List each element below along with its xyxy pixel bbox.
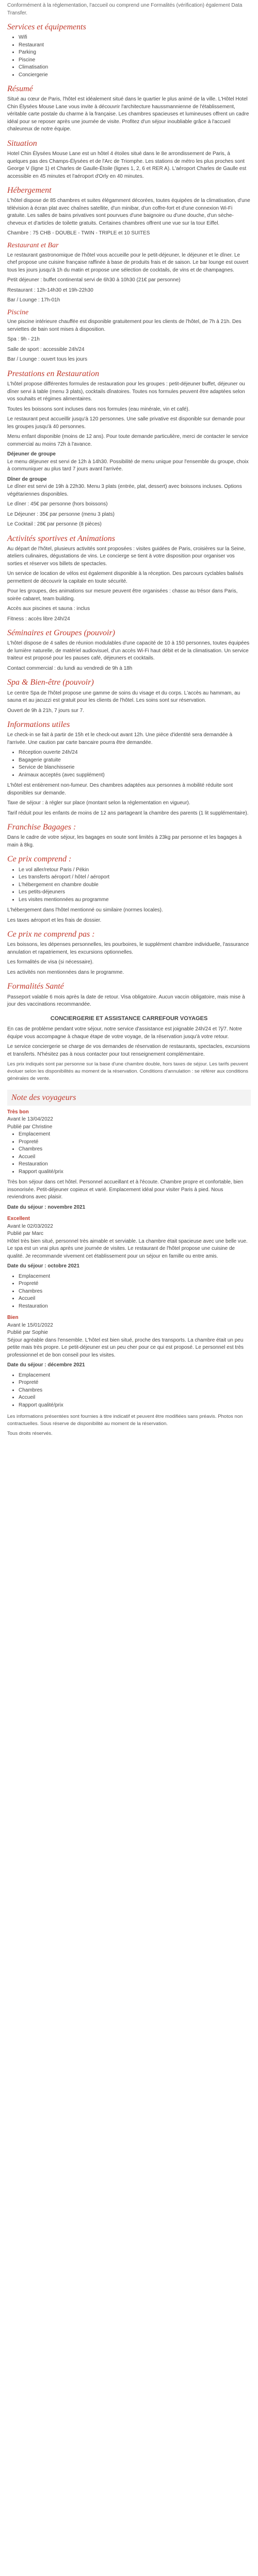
review-card <box>7 1215 251 1310</box>
services-item: • Climatisation <box>19 64 251 72</box>
review-card <box>7 1314 251 1409</box>
review-rating: Excellent <box>7 1216 30 1222</box>
activities-text: Pour les groupes, des animations sur mesure peuvent être organisées : chasse au trésor dans Paris, soirée cabaret, team building. <box>7 588 238 602</box>
prestations-text: Menu enfant disponible (moins de 12 ans). Pour toute demande particulière, merci de contacter le service commercial au moins 72h à l'avance. <box>7 434 248 447</box>
breakfast-text: Petit déjeuner : buffet continental servi de 6h30 à 10h30 (21€ par personne) <box>7 277 181 283</box>
services-item: • Conciergerie <box>19 72 251 79</box>
services-item: • Wifi <box>19 34 251 42</box>
spa-heading: Spa & Bien-être (pouvoir) <box>7 678 94 687</box>
info-list <box>7 749 251 779</box>
dinner-text: Le dîner est servi de 19h à 22h30. Menu 3 plats (entrée, plat, dessert) avec boissons incluses. Options végétariennes disponibles. <box>7 484 242 497</box>
prestations-text: Le restaurant peut accueillir jusqu'à 120 personnes. Une salle privative est disponible sur demande pour les groupes jusqu'à 40 personnes. <box>7 416 246 430</box>
includes-text: Les taxes aéroport et les frais de dossier. <box>7 917 102 923</box>
dinner-label: Dîner de groupe <box>7 476 47 482</box>
prestations-text: Toutes les boissons sont incluses dans nos formules (eau minérale, vin et café). <box>7 406 190 412</box>
info-item: • Service de blanchisserie <box>19 764 251 772</box>
pool-text: Une piscine intérieure chauffée est disponible gratuitement pour les clients de l'hôtel, de 7h à 21h. Des serviettes de bain sont mises à disposition. <box>7 319 241 332</box>
formalites-heading: Formalités Santé <box>7 982 64 991</box>
spa-hours: Spa : 9h - 21h <box>7 336 40 343</box>
price-line: Le Déjeuner : 35€ par personne (menu 3 plats) <box>7 511 115 517</box>
excludes-heading: Ce prix ne comprend pas : <box>7 930 95 939</box>
franchise-heading: Franchise Bagages : <box>7 823 76 832</box>
review-criterion: • Chambres <box>19 1146 251 1154</box>
gym-text: Salle de sport : accessible 24h/24 <box>7 346 85 352</box>
info-text: L'hôtel est entièrement non-fumeur. Des chambres adaptées aux personnes à mobilité réduite sont disponibles sur demande. <box>7 783 233 796</box>
activities-text: Un service de location de vélos est également disponible à la réception. Des parcours cyclables balisés permettent de découvrir la capitale en toute sécurité. <box>7 571 244 584</box>
includes-item: • Les petits-déjeuners <box>19 889 251 896</box>
info-heading: Informations utiles <box>7 720 70 730</box>
footer-text: Tous droits réservés. <box>7 1430 53 1436</box>
info-text: Taxe de séjour : à régler sur place (montant selon la réglementation en vigueur). <box>7 800 190 806</box>
review-criterion: • Propreté <box>19 1280 251 1288</box>
assistance-text: Le service conciergerie se charge de vos demandes de réservation de restaurants, spectacles, excursions et transferts. N'hésitez pas à nous contacter pour tout renseignement complémentaire. <box>7 1044 250 1057</box>
groups-text: L'hôtel dispose de 4 salles de réunion modulables d'une capacité de 10 à 150 personnes, toutes équipées de lumière naturelle, de matériel audiovisuel, d'un accès Wi-Fi haut débit et de la climatisation. Un service traiteur est proposé pour les pauses café, déjeuners et cocktails. <box>7 640 250 662</box>
includes-heading: Ce prix comprend : <box>7 855 72 864</box>
review-date: Avant le 15/01/2022 <box>7 1322 53 1328</box>
review-rating: Très bon <box>7 1109 29 1115</box>
prestations-heading: Prestations en Restauration <box>7 369 100 378</box>
rooms-text: Chambre : 75 CHB - DOUBLE - TWIN - TRIPLE et 10 SUITES <box>7 230 150 236</box>
includes-item: • Les visites mentionnées au programme <box>19 896 251 904</box>
review-stay-date: Date du séjour : novembre 2021 <box>7 1204 86 1210</box>
restauration-heading: Restaurant et Bar <box>7 241 59 249</box>
review-text: Très bon séjour dans cet hôtel. Personnel accueillant et à l'écoute. Chambre propre et confortable, bien insonorisée. Petit-déjeuner copieux et varié. Emplacement idéal pour visiter Paris à pied. Nous reviendrons avec plaisir. <box>7 1179 244 1200</box>
includes-item: • Le vol aller/retour Paris / Pékin <box>19 867 251 874</box>
info-item: • Animaux acceptés (avec supplément) <box>19 772 251 779</box>
review-criterion: • Emplacement <box>19 1273 251 1281</box>
includes-text: L'hébergement dans l'hôtel mentionné ou similaire (normes locales). <box>7 907 163 913</box>
bar-lounge-text: Bar / Lounge : ouvert tous les jours <box>7 357 88 363</box>
review-criteria <box>7 1273 251 1311</box>
review-author: Publié par Christine <box>7 1124 53 1130</box>
dinner-block <box>7 476 251 499</box>
review-rating: Bien <box>7 1315 19 1321</box>
review-date: Avant le 13/04/2022 <box>7 1116 53 1123</box>
review-criterion: • Rapport qualité/prix <box>19 1402 251 1410</box>
activities-text: Fitness : accès libre 24h/24 <box>7 616 70 622</box>
footer-text: Les informations présentées sont fournies à titre indicatif et peuvent être modifiées sans préavis. Photos non contractuelles. Sous réserve de disponibilité au moment de la réservation. <box>7 1414 243 1427</box>
includes-list <box>7 867 251 904</box>
excludes-text: Les activités non mentionnées dans le programme. <box>7 969 124 975</box>
review-criterion: • Propreté <box>19 1139 251 1146</box>
pool-heading: Piscine <box>7 308 29 316</box>
activities-heading: Activités sportives et Animations <box>7 534 116 543</box>
assistance-heading: CONCIERGERIE ET ASSISTANCE CARREFOUR VOYAGES <box>50 1015 208 1022</box>
resume-text: Situé au cœur de Paris, l'hôtel est idéalement situé dans le quartier le plus animé de la ville. L'Hôtel Hotel Chin Élysées Mouse Lane vous invite à découvrir l'architecture haussmannienne de l'établissement, véritable carte postale du charme à la française. Les chambres spacieuses et lumineuses offrent un cadre idéal pour se reposer après une journée de visite. Profitez d'un séjour inoubliable grâce à l'accueil chaleureux de notre équipe. <box>7 96 249 132</box>
lunch-text: Le menu déjeuner est servi de 12h à 14h30. Possibilité de menu unique pour l'ensemble du groupe, choix à communiquer au plus tard 7 jours avant l'arrivée. <box>7 459 249 472</box>
restaurant-hours: Restaurant : 12h-14h30 et 19h-22h30 <box>7 287 93 293</box>
includes-item: • Les transferts aéroport / hôtel / aéroport <box>19 874 251 882</box>
spa-text: Ouvert de 9h à 21h, 7 jours sur 7. <box>7 707 84 714</box>
review-criterion: • Chambres <box>19 1288 251 1296</box>
spa-text: Le centre Spa de l'hôtel propose une gamme de soins du visage et du corps. L'accès au hammam, au sauna et au jacuzzi est gratuit pour les clients de l'hôtel. Les soins sont sur réservation. <box>7 690 240 704</box>
info-item: • Bagagerie gratuite <box>19 757 251 765</box>
price-line: Le Cocktail : 28€ par personne (8 pièces) <box>7 521 102 528</box>
review-date: Avant le 02/03/2022 <box>7 1223 53 1229</box>
review-criterion: • Restauration <box>19 1161 251 1168</box>
intro-text: Conformément à la réglementation, l'accueil ou comprend une Formalités (vérification) également Data Transfer. <box>7 3 243 16</box>
review-text: Séjour agréable dans l'ensemble. L'hôtel est bien situé, proche des transports. La chambre était un peu petite mais très propre. Le petit-déjeuner est un peu cher pour ce qui est proposé. Le personnel est très professionnel et de bon conseil pour les visites. <box>7 1337 244 1358</box>
services-list <box>7 34 251 79</box>
includes-item: • L'hébergement en chambre double <box>19 882 251 889</box>
hebergement-heading: Hébergement <box>7 186 52 195</box>
review-criterion: • Emplacement <box>19 1131 251 1139</box>
prestations-text: L'hôtel propose différentes formules de restauration pour les groupes : petit-déjeuner buffet, déjeuner ou dîner servi à table (menu 3 plats), cocktails dînatoires. Toutes nos formules peuvent être adaptées selon vos souhaits et régimes alimentaires. <box>7 381 245 402</box>
review-criterion: • Chambres <box>19 1387 251 1395</box>
excludes-text: Les formalités de visa (si nécessaire). <box>7 959 94 965</box>
services-heading: Services et équipements <box>7 23 86 31</box>
review-card <box>7 1109 251 1212</box>
groups-text: Contact commercial : du lundi au vendredi de 9h à 18h <box>7 665 133 671</box>
activities-text: Au départ de l'hôtel, plusieurs activités sont proposées : visites guidées de Paris, croisières sur la Seine, ateliers culinaires, dégustations de vins. Le concierge se tient à votre disposition pour organiser vos sorties et réserver vos billets de spectacles. <box>7 546 246 567</box>
services-item: • Restaurant <box>19 42 251 49</box>
services-item: • Piscine <box>19 57 251 64</box>
info-text: Le check-in se fait à partir de 15h et le check-out avant 12h. Une pièce d'identité sera demandée à l'arrivée. Une caution par carte bancaire pourra être demandée. <box>7 732 233 745</box>
reviews-heading: Note des voyageurs <box>7 1090 251 1106</box>
franchise-text: Dans le cadre de votre séjour, les bagages en soute sont limités à 23kg par personne et les bagages à main à 8kg. <box>7 835 242 848</box>
situation-heading: Situation <box>7 139 37 148</box>
assistance-text: Les prix indiqués sont par personne sur la base d'une chambre double, hors taxes de séjour. Les tarifs peuvent évoluer selon les disponibilités au moment de la réservation. Conditions d'annulation : se référer aux conditions générales de vente. <box>7 1061 249 1081</box>
bar-hours: Bar / Lounge : 17h-01h <box>7 297 60 303</box>
price-line: Le dîner : 45€ par personne (hors boissons) <box>7 501 108 507</box>
review-stay-date: Date du séjour : octobre 2021 <box>7 1263 80 1269</box>
review-criterion: • Accueil <box>19 1154 251 1161</box>
activities-text: Accès aux piscines et sauna : inclus <box>7 606 90 612</box>
assistance-text: En cas de problème pendant votre séjour, notre service d'assistance est joignable 24h/24 et 7j/7. Notre équipe vous accompagne à chaque étape de votre voyage, de la réservation jusqu'à votre retour. <box>7 1026 242 1040</box>
review-criterion: • Restauration <box>19 1303 251 1311</box>
review-text: Hôtel très bien situé, personnel très aimable et serviable. La chambre était spacieuse avec une belle vue. Le spa est un vrai plus après une journée de visites. Le restaurant de l'hôtel propose une cuisine de qualité. Je recommande vivement cet établissement pour un séjour en famille ou entre amis. <box>7 1238 248 1259</box>
review-criterion: • Rapport qualité/prix <box>19 1168 251 1176</box>
formalites-text: Passeport valable 6 mois après la date de retour. Visa obligatoire. Aucun vaccin obligatoire, mais mise à jour des vaccinations recommandée. <box>7 994 245 1008</box>
situation-text: Hotel Chin Élysées Mouse Lane est un hôtel 4 étoiles situé dans le 8e arrondissement de Paris, à quelques pas des Champs-Élysées et de l'Arc de Triomphe. Les stations de métro les plus proches sont George V (ligne 1) et Charles de Gaulle-Étoile (lignes 1, 2, 6 et RER A). L'aéroport Charles de Gaulle est accessible en 45 minutes et l'aéroport d'Orly en 40 minutes. <box>7 151 247 179</box>
info-text: Tarif réduit pour les enfants de moins de 12 ans partageant la chambre des parents (1 lit supplémentaire). <box>7 810 249 816</box>
review-criteria <box>7 1131 251 1176</box>
review-criterion: • Emplacement <box>19 1372 251 1380</box>
review-stay-date: Date du séjour : décembre 2021 <box>7 1362 85 1368</box>
review-author: Publié par Sophie <box>7 1330 48 1336</box>
lunch-label: Déjeuner de groupe <box>7 451 56 457</box>
hebergement-text: L'hôtel dispose de 85 chambres et suites élégamment décorées, toutes équipées de la climatisation, d'une télévision à écran plat avec chaînes satellite, d'un minibar, d'un coffre-fort et d'une connexion Wi-Fi gratuite. Les salles de bains privatives sont pourvues d'une baignoire ou d'une douche, d'un sèche-cheveux et d'articles de toilette gratuits. Certaines chambres offrent une vue sur la tour Eiffel. <box>7 198 250 226</box>
services-item: • Parking <box>19 49 251 57</box>
review-criterion: • Accueil <box>19 1295 251 1303</box>
resume-heading: Résumé <box>7 84 33 94</box>
review-author: Publié par Marc <box>7 1231 44 1237</box>
review-criteria <box>7 1372 251 1410</box>
review-criterion: • Accueil <box>19 1394 251 1402</box>
groups-heading: Séminaires et Groupes (pouvoir) <box>7 629 115 638</box>
info-item: • Réception ouverte 24h/24 <box>19 749 251 757</box>
excludes-text: Les boissons, les dépenses personnelles, les pourboires, le supplément chambre individuelle, l'assurance annulation et rapatriement, les excursions optionnelles. <box>7 942 249 955</box>
lunch-block <box>7 451 251 473</box>
restauration-text: Le restaurant gastronomique de l'hôtel vous accueille pour le petit-déjeuner, le déjeuner et le dîner. Le chef propose une cuisine française raffinée à base de produits frais et de saison. Le bar lounge est ouvert tous les jours jusqu'à 1h du matin et propose une sélection de cocktails, de vins et de champagnes. <box>7 252 249 273</box>
review-criterion: • Propreté <box>19 1379 251 1387</box>
